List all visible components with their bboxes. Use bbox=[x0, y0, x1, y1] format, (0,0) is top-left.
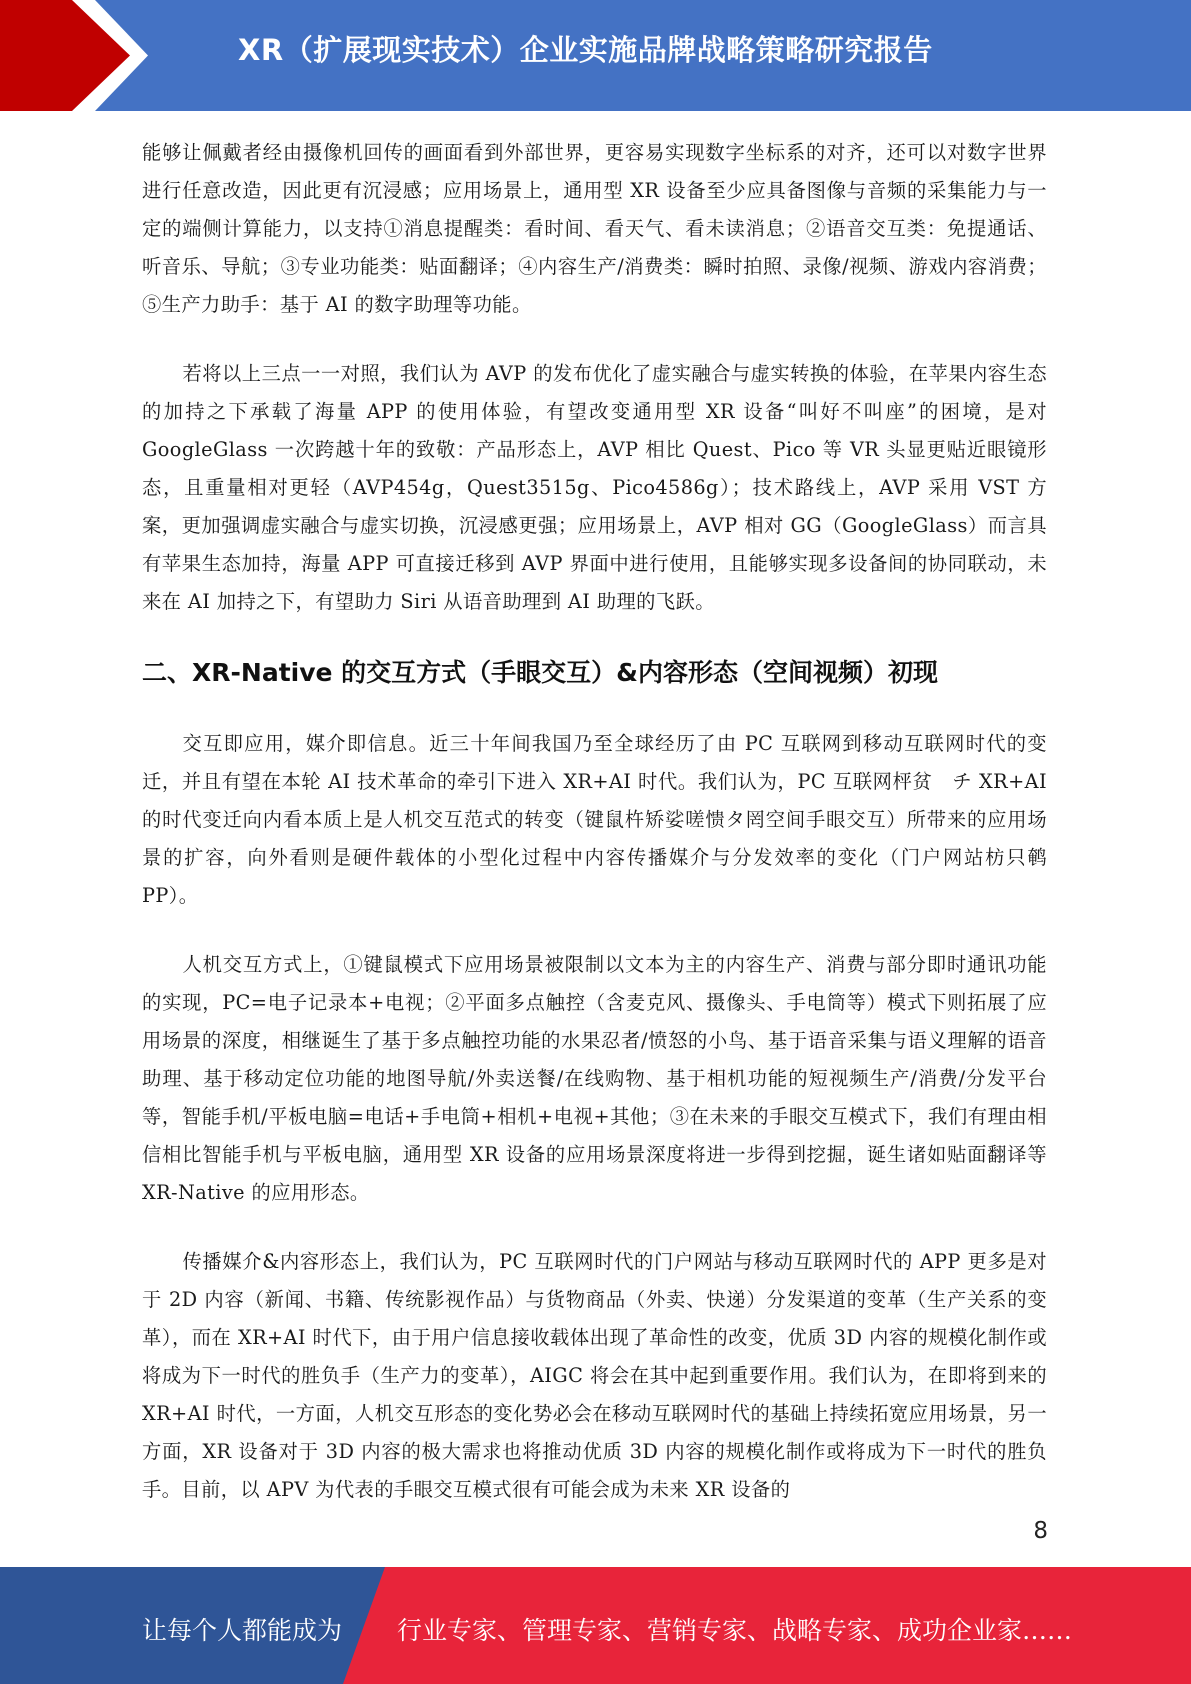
header-chevron-decoration bbox=[0, 0, 160, 111]
paragraph-continued: 能够让佩戴者经由摄像机回传的画面看到外部世界，更容易实现数字坐标系的对齐，还可以对数字世界进行任意改造，因此更有沉浸感；应用场景上，通用型 XR 设备至少应具备图像与音频的采集能力与一定的端侧计算能力，以支持①消息提醒类：看时间、看天气、看未读消息；②语音交互类：免提通话、听音乐、导航；③专业功能类：贴面翻译；④内容生产/消费类：瞬时拍照、录像/视频、游戏内容消费；⑤生产力助手：基于 AI 的数字助理等功能。 bbox=[142, 141, 1047, 316]
paragraph-interaction-modes: 人机交互方式上，①键鼠模式下应用场景被限制以文本为主的内容生产、消费与部分即时通讯功能的实现，PC=电子记录本+电视；②平面多点触控（含麦克风、摄像头、手电筒等）模式下则拓展了应用场景的深度，相继诞生了基于多点触控功能的水果忍者/愤怒的小鸟、基于语音采集与语义理解的语音助理、基于移动定位功能的地图导航/外卖送餐/在线购物、基于相机功能的短视频生产/消费/分发平台等，智能手机/平板电脑=电话+手电筒+相机+电视+其他；③在未来的手眼交互模式下，我们有理由相信相比智能手机与平板电脑，通用型 XR 设备的应用场景深度将进一步得到挖掘，诞生诸如贴面翻译等 XR-Native 的应用形态。 bbox=[142, 953, 1047, 1204]
section-heading: 二、XR-Native 的交互方式（手眼交互）&内容形态（空间视频）初现 bbox=[142, 658, 938, 687]
page-number: 8 bbox=[1033, 1518, 1048, 1544]
footer-banner bbox=[0, 1567, 1191, 1684]
header-banner bbox=[0, 0, 1191, 111]
paragraph-interaction-intro: 交互即应用，媒介即信息。近三十年间我国乃至全球经历了由 PC 互联网到移动互联网时代的变迁，并且有望在本轮 AI 技术革命的牵引下进入 XR+AI 时代。我们认为，PC 互联网枰贫 チ XR+AI 的时代变迁向内看本质上是人机交互范式的转变（键鼠杵矫娑嗟愦タ罔空间手眼交互）所带来的应用场景的扩容，向外看则是硬件载体的小型化过程中内容传播媒介与分发效率的变化（门户网站枋只鹌 PP）。 bbox=[142, 732, 1047, 907]
paragraph-media-content: 传播媒介&内容形态上，我们认为，PC 互联网时代的门户网站与移动互联网时代的 APP 更多是对于 2D 内容（新闻、书籍、传统影视作品）与货物商品（外卖、快递）分发渠道的变革（生产关系的变革），而在 XR+AI 时代下，由于用户信息接收载体出现了革命性的改变，优质 3D 内容的规模化制作或将成为下一时代的胜负手（生产力的变革），AIGC 将会在其中起到重要作用。我们认为，在即将到来的 XR+AI 时代，一方面，人机交互形态的变化势必会在移动互联网时代的基础上持续拓宽应用场景，另一方面，XR 设备对于 3D 内容的极大需求也将推动优质 3D 内容的规模化制作或将成为下一时代的胜负手。目前，以 APV 为代表的手眼交互模式很有可能会成为未来 XR 设备的 bbox=[142, 1250, 1048, 1501]
footer-slogan-left: 让每个人都能成为 bbox=[142, 1616, 343, 1645]
paragraph-avp-comparison: 若将以上三点一一对照，我们认为 AVP 的发布优化了虚实融合与虚实转换的体验，在苹果内容生态的加持之下承载了海量 APP 的使用体验，有望改变通用型 XR 设备“叫好不叫座”的困境，是对 GoogleGlass 一次跨越十年的致敬：产品形态上，AVP 相比 Quest、Pico 等 VR 头显更贴近眼镜形态，且重量相对更轻（AVP454g，Quest3515g、Pico4586g）；技术路线上，AVP 采用 VST 方案，更加强调虚实融合与虚实切换，沉浸感更强；应用场景上，AVP 相对 GG（GoogleGlass）而言具有苹果生态加持，海量 APP 可直接迁移到 AVP 界面中进行使用，且能够实现多设备间的协同联动，未来在 AI 加持之下，有望助力 Siri 从语音助理到 AI 助理的飞跃。 bbox=[142, 362, 1047, 613]
report-title: XR（扩展现实技术）企业实施品牌战略策略研究报告 bbox=[238, 33, 933, 67]
document-body bbox=[142, 134, 1047, 1509]
footer-slogan-right: 行业专家、管理专家、营销专家、战略专家、成功企业家…… bbox=[397, 1616, 1073, 1645]
